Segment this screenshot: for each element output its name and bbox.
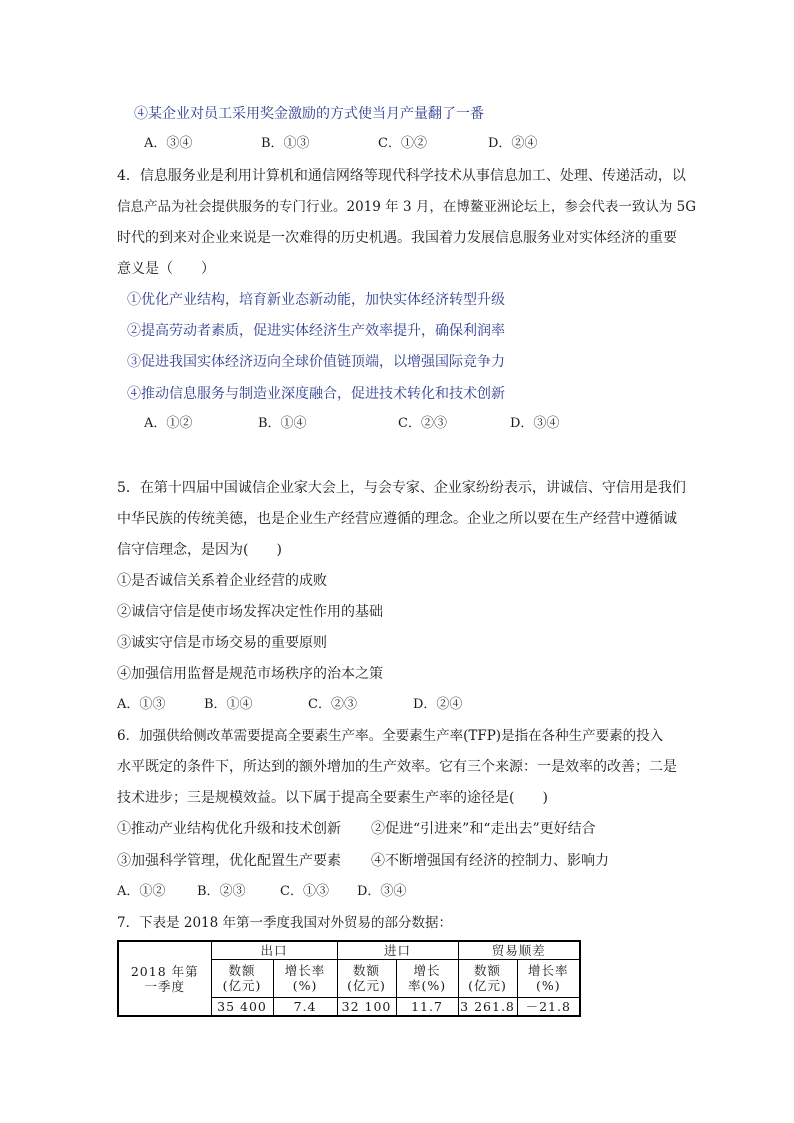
q5-choice-d: D．②④ [413,697,463,712]
sub-header-bottom: 率(%) [407,978,447,993]
q4-stem-line-2: 信息产品为社会提供服务的专门行业。2019 年 3 月，在博鳌亚洲论坛上，参会代表一致认为 5G [117,199,696,215]
q6-stem-line-2: 水平既定的条件下，所达到的额外增加的生产效率。它有三个来源：一是效率的改善；二是 [117,759,677,775]
sub-header-bottom: (亿元) [347,978,386,993]
sub-header-top: 增长率 [284,963,326,978]
row-header-line-1: 2018 年第 [130,963,199,979]
q5-choice-c: C．②③ [308,697,357,712]
row-header-cell [118,941,211,1016]
q4-stem-line-1: 4．信息服务业是利用计算机和通信网络等现代科学技术从事信息加工、处理、传递活动，以 [117,168,686,184]
q5-option-2: ②诚信守信是使市场发挥决定性作用的基础 [117,604,383,620]
group-header-surplus: 贸易顺差 [458,941,580,959]
value-cell: －21.8 [517,997,580,1016]
value-cell: 32 100 [337,997,396,1016]
q6-option-3: ③加强科学管理，优化配置生产要素 [117,853,341,869]
sub-header-cell [337,959,396,997]
q5-stem-line-2: 中华民族的传统美德，也是企业生产经营应遵循的理念。企业之所以要在生产经营中遵循诚 [117,511,677,527]
q4-stem-line-3: 时代的到来对企业来说是一次难得的历史机遇。我国着力发展信息服务业对实体经济的重要 [117,230,677,246]
q3-choice-d: D．②④ [488,136,538,151]
q6-option-1: ①推动产业结构优化升级和技术创新 [117,821,341,837]
sub-header-cell [458,959,517,997]
q6-choice-c: C．①③ [280,884,329,899]
q5-option-3: ③诚实守信是市场交易的重要原则 [117,635,327,651]
q6-choice-b: B．②③ [197,884,246,899]
value-cell: 35 400 [211,997,273,1016]
q6-stem-line-1: 6．加强供给侧改革需要提高全要素生产率。全要素生产率(TFP)是指在各种生产要素的投入 [117,728,664,744]
q3-choice-b: B．①③ [261,136,310,151]
q4-stem-line-4: 意义是（ ） [117,261,215,277]
q5-stem-line-3: 信守信理念，是因为( ) [117,542,282,558]
sub-header-top: 数额 [474,963,502,978]
value-cell: 3 261.8 [458,997,517,1016]
q4-choices [144,415,594,433]
q4-option-1: ①优化产业结构，培育新业态新动能，加快实体经济转型升级 [127,292,505,308]
q4-option-2: ②提高劳动者素质，促进实体经济生产效率提升，确保利润率 [127,323,505,339]
q4-choice-c: C．②③ [398,416,447,431]
q6-choice-a: A．①② [117,884,166,899]
q7-stem: 7．下表是 2018 年第一季度我国对外贸易的部分数据： [117,915,453,931]
sub-header-top: 数额 [228,963,256,978]
q4-choice-b: B．①④ [258,416,307,431]
sub-header-cell [211,959,273,997]
q3-choices [144,135,594,153]
q5-choice-a: A．①③ [117,697,166,712]
value-cell: 11.7 [396,997,458,1016]
sub-header-cell [273,959,337,997]
sub-header-top: 数额 [353,963,381,978]
q3-option-4: ④某企业对员工采用奖金激励的方式使当月产量翻了一番 [134,106,484,122]
q3-choice-c: C．①② [378,136,427,151]
group-header-export: 出口 [211,941,337,959]
q5-choice-b: B．①④ [204,697,253,712]
trade-data-table [117,940,581,1017]
row-header-line-2: 一季度 [144,978,185,994]
q4-option-4: ④推动信息服务与制造业深度融合，促进技术转化和技术创新 [127,386,505,402]
q3-choice-a: A．③④ [144,136,193,151]
sub-header-top: 增长 [413,963,441,978]
q6-choice-d: D．③④ [357,884,407,899]
q4-choice-d: D．③④ [510,416,560,431]
sub-header-bottom: (亿元) [222,978,262,993]
value-cell: 7.4 [273,997,337,1016]
sub-header-bottom: (%) [292,978,318,993]
q6-choices [117,883,567,901]
sub-header-cell [396,959,458,997]
sub-header-bottom: (亿元) [468,978,507,993]
q6-option-4: ④不断增强国有经济的控制力、影响力 [371,853,609,869]
sub-header-bottom: (%) [535,978,561,993]
sub-header-cell [517,959,580,997]
q4-option-3: ③促进我国实体经济迈向全球价值链顶端，以增强国际竞争力 [127,354,505,370]
group-header-import: 进口 [337,941,458,959]
q5-option-4: ④加强信用监督是规范市场秩序的治本之策 [117,666,383,682]
sub-header-top: 增长率 [528,963,569,978]
q5-option-1: ①是否诚信关系着企业经营的成败 [117,573,327,589]
q6-stem-line-3: 技术进步；三是规模效益。以下属于提高全要素生产率的途径是( ) [117,790,548,806]
q4-choice-a: A．①② [144,416,193,431]
q6-option-2: ②促进“引进来”和“走出去”更好结合 [371,821,596,837]
q5-stem-line-1: 5．在第十四届中国诚信企业家大会上，与会专家、企业家纷纷表示，讲诚信、守信用是我们 [117,480,686,496]
q5-choices [117,696,567,714]
